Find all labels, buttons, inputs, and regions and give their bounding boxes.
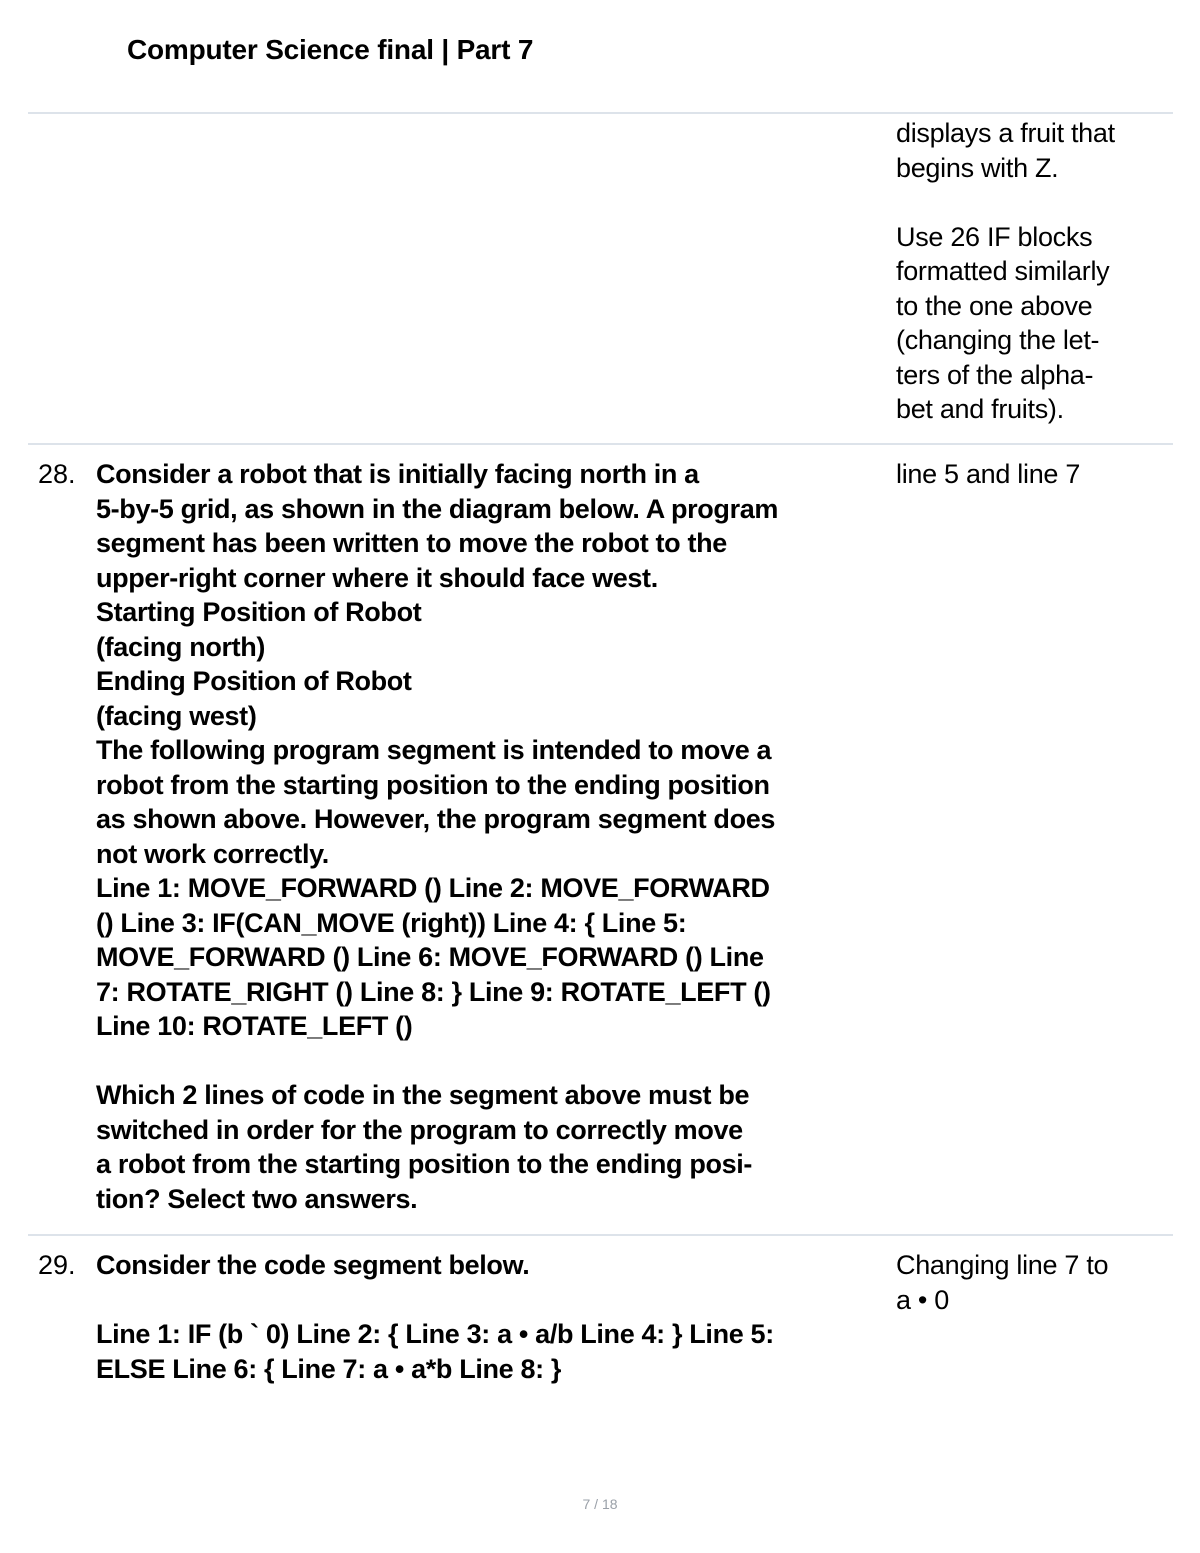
question-line: Line 1: IF (b ` 0) Line 2: { Line 3: a • a/b Line 4: } Line 5: bbox=[96, 1319, 774, 1349]
answer-line: to the one above bbox=[896, 290, 1093, 321]
question-line: Which 2 lines of code in the segment above must be bbox=[96, 1080, 750, 1110]
question-line: (facing north) bbox=[96, 631, 266, 662]
question-line: Starting Position of Robot bbox=[96, 597, 422, 627]
page-title: Computer Science final | Part 7 bbox=[127, 34, 534, 65]
question-29-body bbox=[96, 1248, 916, 1386]
question-line: (facing west) bbox=[96, 700, 257, 731]
answer-line: Use 26 IF blocks bbox=[896, 221, 1093, 252]
answer-line: displays a fruit that bbox=[896, 118, 1115, 148]
question-number: 28. bbox=[38, 459, 76, 489]
question-line: as shown above. However, the program segment does bbox=[96, 804, 776, 834]
question-line: Consider the code segment below. bbox=[96, 1250, 530, 1280]
question-line: a robot from the starting position to the ending posi- bbox=[96, 1149, 753, 1179]
answer-line: begins with Z. bbox=[896, 152, 1059, 183]
question-line: Consider a robot that is initially facing north in a bbox=[96, 459, 699, 489]
answer-line: bet and fruits). bbox=[896, 394, 1064, 424]
answer-line: Changing line 7 to bbox=[896, 1250, 1109, 1280]
page-number: 7 / 18 bbox=[582, 1496, 618, 1512]
answer-28 bbox=[896, 457, 1166, 492]
question-line: segment has been written to move the robot to the bbox=[96, 528, 727, 558]
question-line: not work correctly. bbox=[96, 838, 329, 869]
divider bbox=[28, 443, 1173, 445]
question-line: Ending Position of Robot bbox=[96, 666, 412, 696]
question-number: 29. bbox=[38, 1250, 76, 1280]
question-line: 5-by-5 grid, as shown in the diagram below. A program bbox=[96, 493, 779, 524]
answer-line: line 5 and line 7 bbox=[896, 459, 1081, 489]
question-line: tion? Select two answers. bbox=[96, 1183, 418, 1214]
divider bbox=[28, 1234, 1173, 1236]
question-28-body bbox=[96, 457, 896, 1216]
question-line: () Line 3: IF(CAN_MOVE (right)) Line 4: { Line 5: bbox=[96, 907, 687, 938]
answer-27 bbox=[896, 116, 1166, 427]
question-line: upper-right corner where it should face west. bbox=[96, 562, 658, 593]
answer-line: ters of the alpha- bbox=[896, 359, 1094, 390]
answer-29 bbox=[896, 1248, 1166, 1317]
question-line: Line 10: ROTATE_LEFT () bbox=[96, 1011, 413, 1041]
question-line: MOVE_FORWARD () Line 6: MOVE_FORWARD () Line bbox=[96, 942, 764, 972]
question-line: The following program segment is intended to move a bbox=[96, 735, 772, 765]
question-line: Line 1: MOVE_FORWARD () Line 2: MOVE_FORWARD bbox=[96, 873, 770, 903]
answer-line: (changing the let- bbox=[896, 325, 1100, 355]
answer-line: a • 0 bbox=[896, 1284, 949, 1315]
question-line: 7: ROTATE_RIGHT () Line 8: } Line 9: ROTATE_LEFT () bbox=[96, 976, 771, 1007]
divider bbox=[28, 112, 1173, 114]
question-line: ELSE Line 6: { Line 7: a • a*b Line 8: } bbox=[96, 1353, 562, 1384]
question-line: robot from the starting position to the ending position bbox=[96, 769, 770, 800]
answer-line: formatted similarly bbox=[896, 256, 1110, 286]
question-line: switched in order for the program to correctly move bbox=[96, 1114, 743, 1145]
